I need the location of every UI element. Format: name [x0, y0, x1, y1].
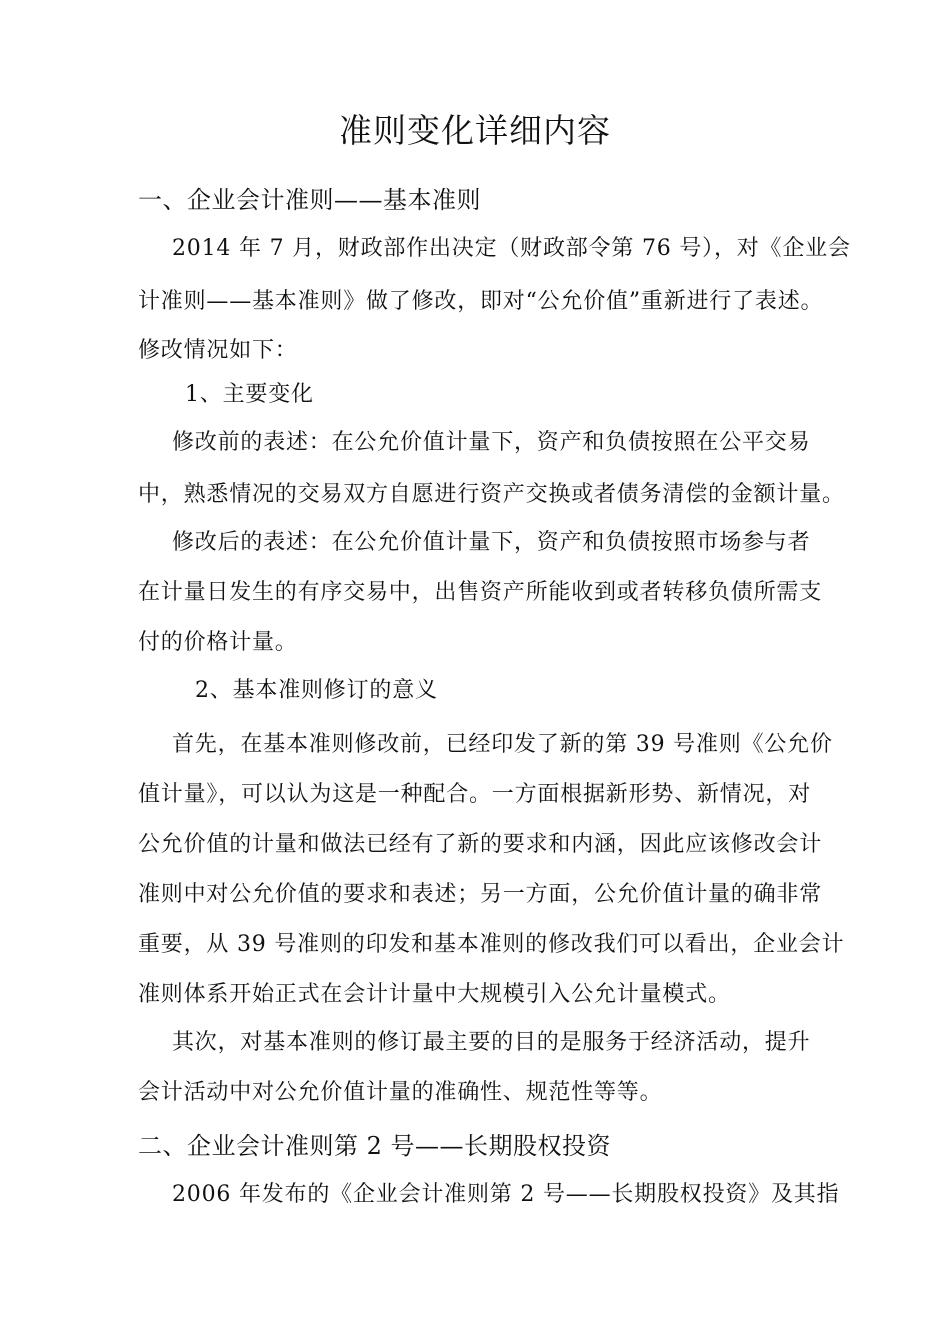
paragraph-line: 计准则——基本准则》做了修改，即对“公允价值”重新进行了表述。 — [138, 289, 824, 314]
paragraph-line: 修改后的表述：在公允价值计量下，资产和负债按照市场参与者 — [172, 530, 811, 555]
paragraph-line: 修改前的表述：在公允价值计量下，资产和负债按照在公平交易 — [172, 430, 811, 455]
paragraph-line: 2014 年 7 月，财政部作出决定（财政部令第 76 号），对《企业会 — [172, 236, 851, 261]
paragraph-line: 准则体系开始正式在会计计量中大规模引入公允计量模式。 — [138, 982, 731, 1007]
subheading-revision-significance: 2、基本准则修订的意义 — [195, 678, 438, 703]
section-1-heading: 一、企业会计准则——基本准则 — [138, 186, 481, 214]
paragraph-line: 在计量日发生的有序交易中，出售资产所能收到或者转移负债所需支 — [138, 580, 823, 605]
paragraph-line: 其次，对基本准则的修订最主要的目的是服务于经济活动，提升 — [172, 1030, 811, 1055]
paragraph-line: 中，熟悉情况的交易双方自愿进行资产交换或者债务清偿的金额计量。 — [138, 482, 845, 507]
paragraph-line: 首先，在基本准则修改前，已经印发了新的第 39 号准则《公允价 — [172, 732, 833, 757]
paragraph-line: 值计量》，可以认为这是一种配合。一方面根据新形势、新情况，对 — [138, 782, 812, 807]
paragraph-line: 2006 年发布的《企业会计准则第 2 号——长期股权投资》及其指 — [172, 1182, 840, 1207]
paragraph-line: 付的价格计量。 — [138, 630, 298, 655]
subheading-main-changes: 1、主要变化 — [185, 382, 314, 407]
paragraph-line: 会计活动中对公允价值计量的准确性、规范性等等。 — [138, 1080, 663, 1105]
paragraph-line: 修改情况如下： — [138, 338, 298, 363]
section-2-heading: 二、企业会计准则第 2 号——长期股权投资 — [138, 1132, 612, 1160]
document-title: 准则变化详细内容 — [339, 111, 611, 150]
paragraph-line: 公允价值的计量和做法已经有了新的要求和内涵，因此应该修改会计 — [138, 832, 823, 857]
paragraph-line: 重要，从 39 号准则的印发和基本准则的修改我们可以看出，企业会计 — [138, 932, 845, 957]
paragraph-line: 准则中对公允价值的要求和表述；另一方面，公允价值计量的确非常 — [138, 882, 823, 907]
